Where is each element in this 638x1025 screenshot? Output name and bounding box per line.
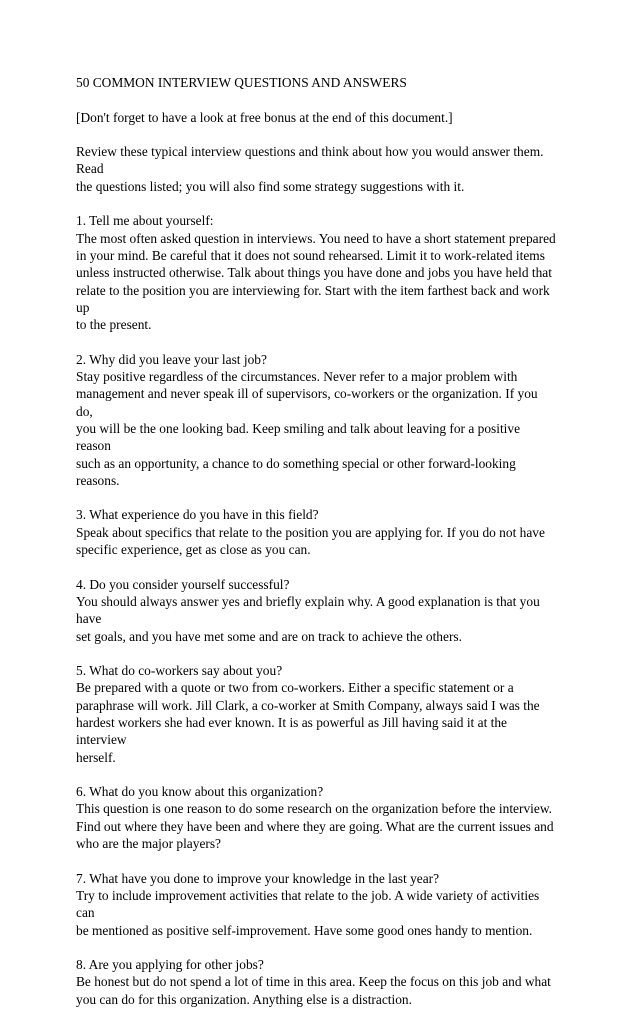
document-page [76,74,556,1025]
question-7: 7. What have you done to improve your knowledge in the last year? [76,870,440,886]
question-1: 1. Tell me about yourself: [76,213,214,229]
answer-6: This question is one reason to do some research on the organization before the interview. Find out where they have been and where they are going. What are the current issues and who are the major players? [76,801,554,852]
question-5: 5. What do co-workers say about you? [76,663,283,679]
qa-item-7 [76,870,556,939]
qa-item-3 [76,506,556,558]
question-2: 2. Why did you leave your last job? [76,351,267,367]
answer-2: Stay positive regardless of the circumstances. Never refer to a major problem with management and never speak ill of supervisors, co-workers or the organization. If you do, you will be the one looking bad. Keep smiling and talk about leaving for a positive reason such as an opportunity, a chance to do something special or other forward-looking reasons. [76,369,538,488]
qa-item-6 [76,783,556,852]
qa-item-8 [76,956,556,1008]
qa-item-5 [76,662,556,766]
answer-7: Try to include improvement activities that relate to the job. A wide variety of activities can be mentioned as positive self-improvement. Have some good ones handy to mention. [76,887,540,938]
qa-item-4 [76,576,556,645]
answer-1: The most often asked question in interviews. You need to have a short statement prepared in your mind. Be careful that it does not sound rehearsed. Limit it to work-related items unless instructed otherwise. Talk about things you have done and jobs you have held that relate to the position you are interviewing for. Start with the item farthest back and work up to the present. [76,230,556,333]
qa-item-1 [76,212,556,333]
question-8: 8. Are you applying for other jobs? [76,957,264,973]
intro-paragraph: Review these typical interview questions and think about how you would answer them. Read the questions listed; you will also find some strategy suggestions with it. [76,144,544,194]
answer-8: Be honest but do not spend a lot of time in this area. Keep the focus on this job and what you can do for this organization. Anything else is a distraction. [76,974,551,1007]
answer-4: You should always answer yes and briefly explain why. A good explanation is that you have set goals, and you have met some and are on track to achieve the others. [76,593,540,644]
question-6: 6. What do you know about this organization? [76,784,324,800]
bonus-notice: [Don't forget to have a look at free bonus at the end of this document.] [76,109,453,125]
document-title: 50 COMMON INTERVIEW QUESTIONS AND ANSWERS [76,75,407,90]
question-4: 4. Do you consider yourself successful? [76,576,290,592]
question-3: 3. What experience do you have in this field? [76,507,319,523]
answer-3: Speak about specifics that relate to the position you are applying for. If you do not have specific experience, get as close as you can. [76,524,545,558]
answer-5: Be prepared with a quote or two from co-workers. Either a specific statement or a paraphrase will work. Jill Clark, a co-worker at Smith Company, always said I was the hardest workers she had ever known. It is as powerful as Jill having said it at the interview herself. [76,680,540,765]
qa-item-2 [76,351,556,489]
